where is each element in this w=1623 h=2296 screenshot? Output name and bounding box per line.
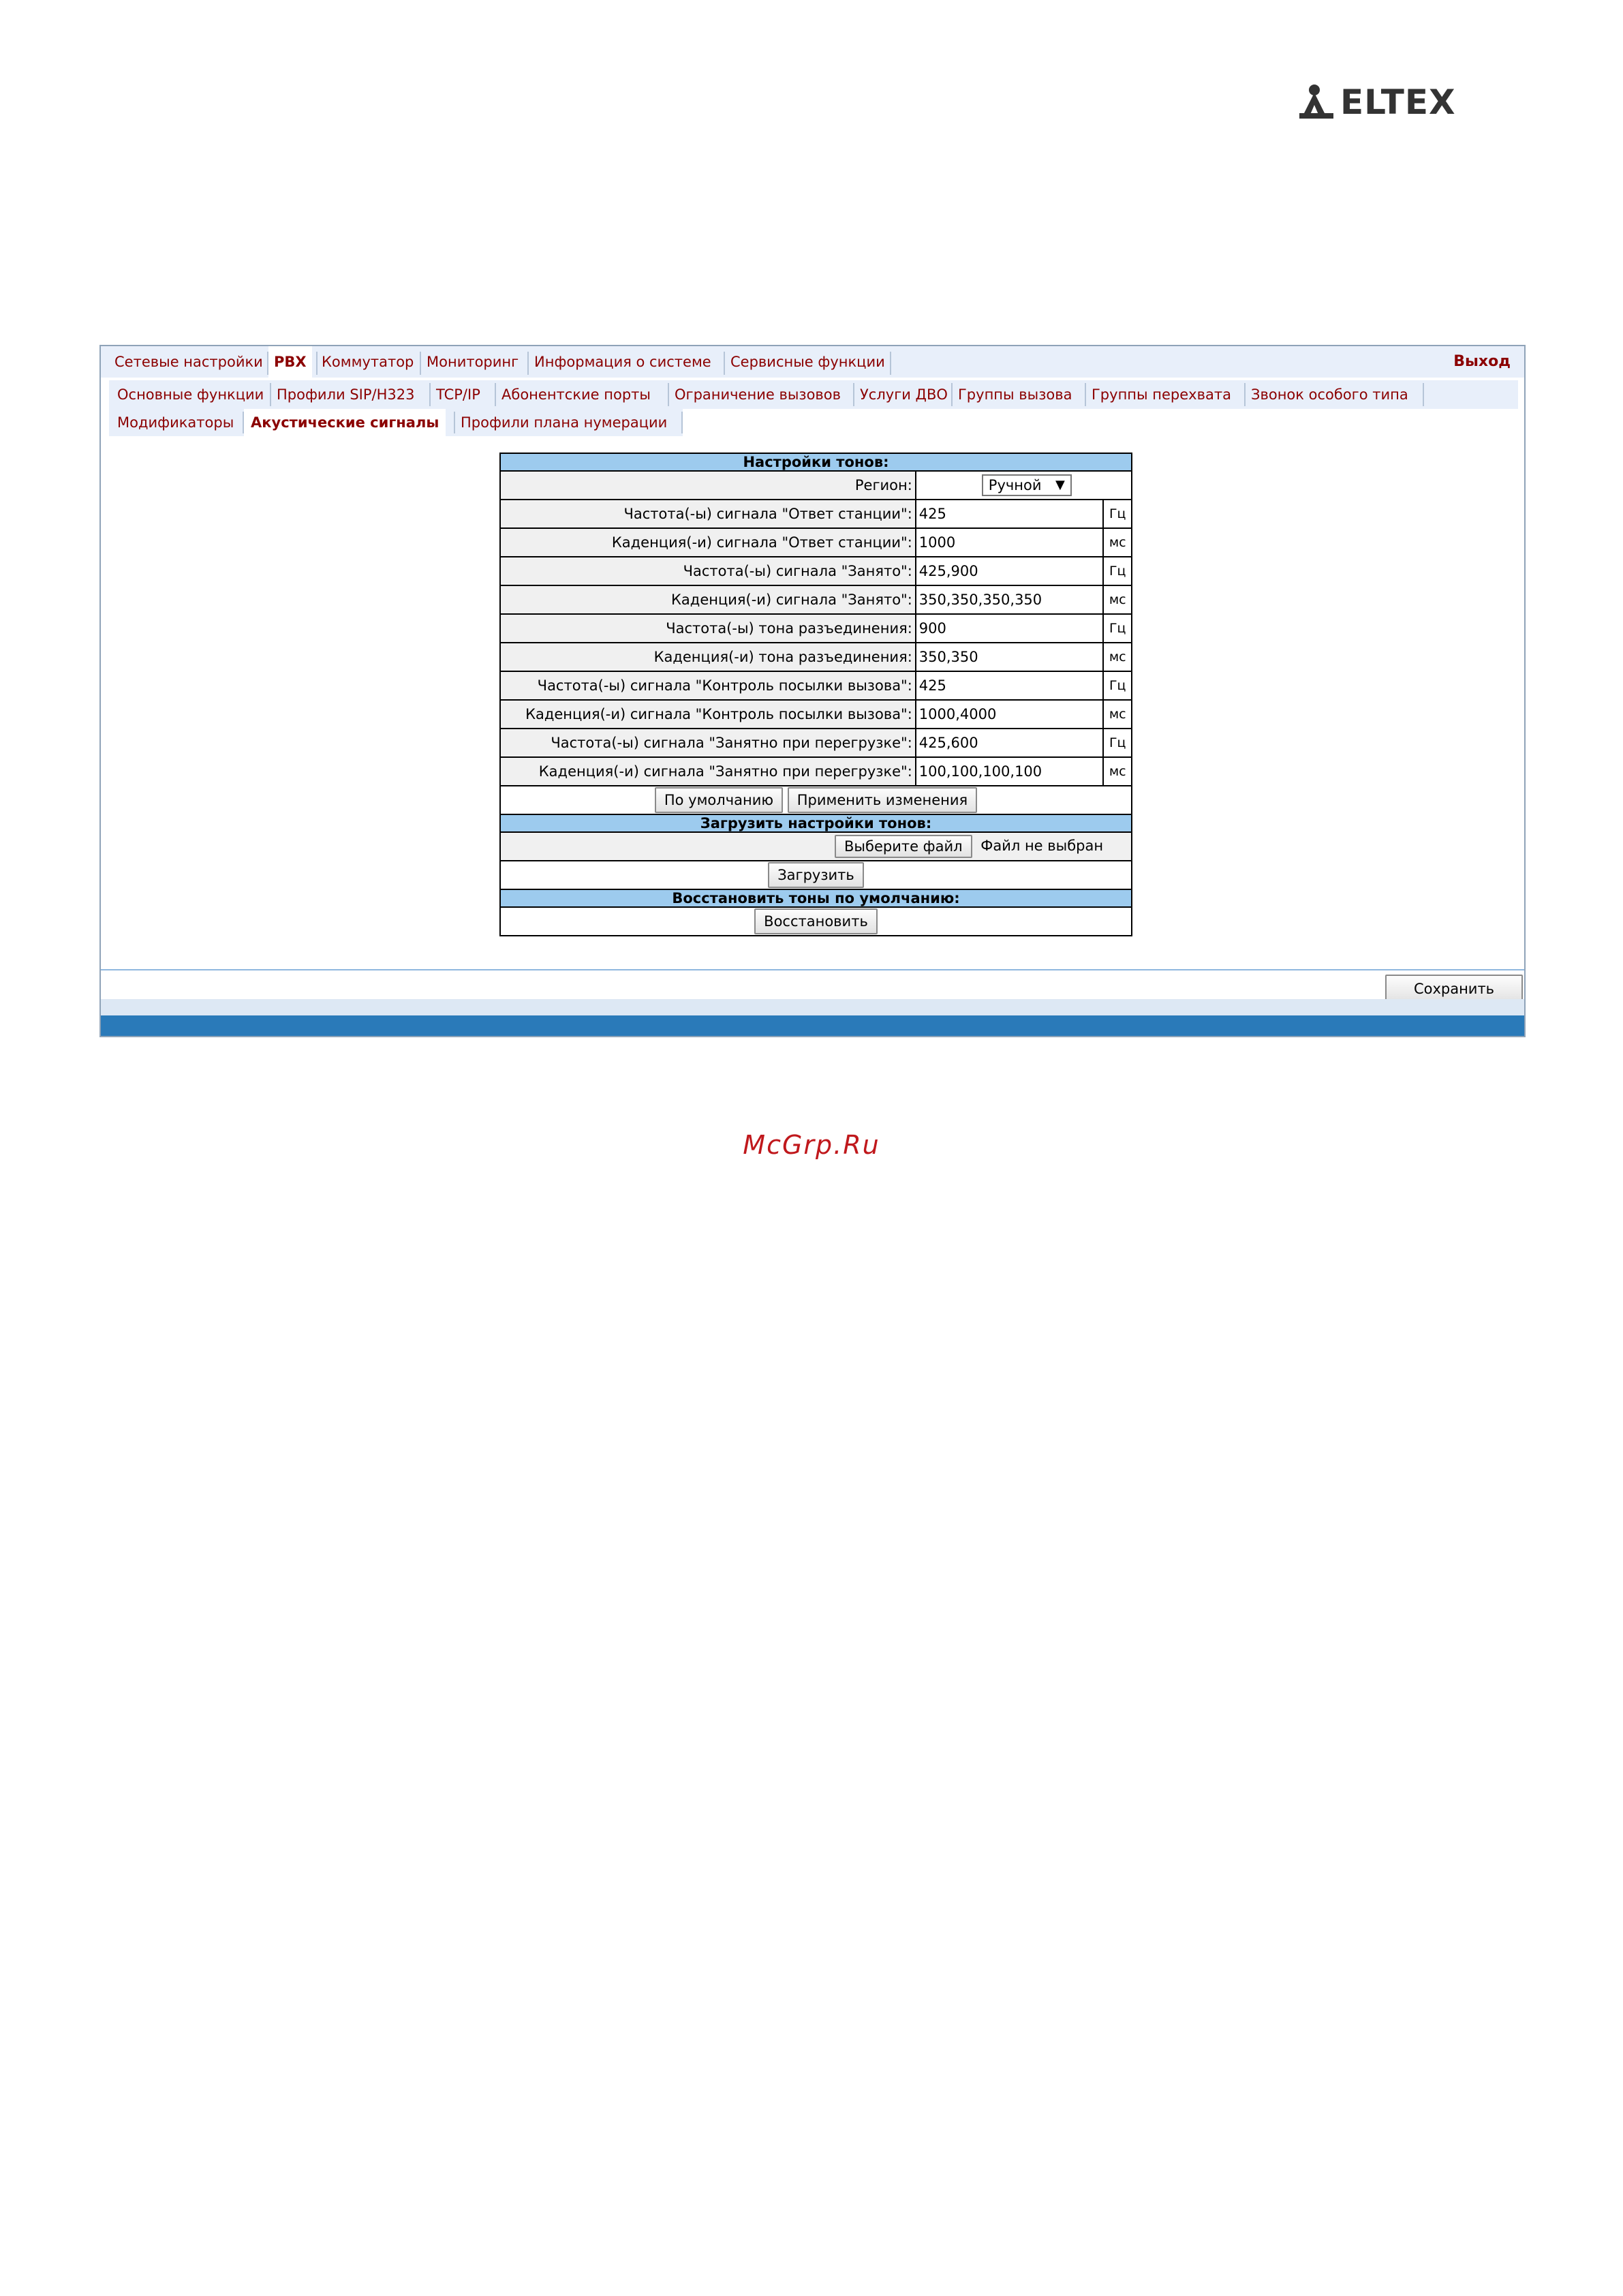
busy-frequency-input[interactable] [919,563,1096,579]
dial-tone-cadence-input[interactable] [919,534,1096,551]
unit-label: мс [1103,585,1132,614]
tone-settings-table [499,453,1132,936]
tab-switch[interactable]: Коммутатор [322,354,414,370]
tab-monitoring[interactable]: Мониторинг [427,354,519,370]
unit-label: Гц [1103,614,1132,643]
tab-pbx[interactable]: PBX [268,346,312,378]
tone-settings-header: Настройки тонов: [500,453,1132,471]
subtab-acoustic-signals[interactable]: Акустические сигналы [244,409,446,436]
upload-header: Загрузить настройки тонов: [500,814,1132,832]
row-label: Частота(-ы) сигнала "Занятно при перегрузке": [500,729,916,757]
row-label: Частота(-ы) тона разъединения: [500,614,916,643]
save-button[interactable]: Сохранить [1385,975,1523,1003]
row-label: Частота(-ы) сигнала "Ответ станции": [500,500,916,528]
row-label: Частота(-ы) сигнала "Занято": [500,557,916,585]
subtab-dialplan-profiles[interactable]: Профили плана нумерации [461,414,668,431]
logo-text: ELTEX [1340,82,1456,122]
eltex-logo-icon [1298,83,1336,121]
row-label: Каденция(-и) тона разъединения: [500,643,916,671]
choose-file-button[interactable]: Выберите файл [835,835,972,858]
tab-service-functions[interactable]: Сервисные функции [730,354,885,370]
restore-button[interactable]: Восстановить [754,908,878,934]
dropdown-arrow-icon: ▼ [1055,478,1065,492]
unit-label: Гц [1103,500,1132,528]
footer-stripe [101,1015,1524,1037]
subtab-tcp-ip[interactable]: TCP/IP [436,386,480,403]
default-button[interactable]: По умолчанию [655,787,783,813]
subtab-pickup-groups[interactable]: Группы перехвата [1092,386,1231,403]
unit-label: мс [1103,643,1132,671]
disconnect-frequency-input[interactable] [919,620,1096,637]
restore-header: Восстановить тоны по умолчанию: [500,889,1132,907]
tab-network-settings[interactable]: Сетевые настройки [114,354,263,370]
pbx-submenu [109,380,1518,409]
row-label: Каденция(-и) сигнала "Ответ станции": [500,528,916,557]
apply-changes-button[interactable]: Применить изменения [788,787,977,813]
region-select[interactable] [982,474,1072,496]
pbx-submenu-row2 [109,409,1518,436]
tab-system-info[interactable]: Информация о системе [534,354,711,370]
no-file-chosen-text: Файл не выбран [980,838,1104,854]
dial-tone-frequency-input[interactable] [919,506,1096,522]
bottom-bar [101,970,1524,1037]
ringback-cadence-input[interactable] [919,706,1096,722]
busy-cadence-input[interactable] [919,592,1096,608]
ringback-frequency-input[interactable] [919,677,1096,694]
region-select-value: Ручной [988,477,1042,493]
unit-label: Гц [1103,671,1132,700]
unit-label: Гц [1103,557,1132,585]
disconnect-cadence-input[interactable] [919,649,1096,665]
subtab-call-restrictions[interactable]: Ограничение вызовов [675,386,841,403]
watermark: McGrp.Ru [743,1130,880,1160]
congestion-frequency-input[interactable] [919,735,1096,751]
subtab-basic-functions[interactable]: Основные функции [117,386,264,403]
unit-label: мс [1103,757,1132,786]
unit-label: мс [1103,700,1132,729]
pbx-web-ui [99,345,1526,1037]
region-label: Регион: [500,471,916,500]
eltex-logo [1298,82,1456,123]
unit-label: Гц [1103,729,1132,757]
row-label: Частота(-ы) сигнала "Контроль посылки вызова": [500,671,916,700]
top-menu [101,346,1524,378]
subtab-call-groups[interactable]: Группы вызова [958,386,1072,403]
unit-label: мс [1103,528,1132,557]
congestion-cadence-input[interactable] [919,763,1096,780]
footer-light-band [101,999,1524,1015]
subtab-modifiers[interactable]: Модификаторы [117,414,234,431]
row-label: Каденция(-и) сигнала "Занятно при перегрузке": [500,757,916,786]
subtab-subscriber-ports[interactable]: Абонентские порты [501,386,651,403]
row-label: Каденция(-и) сигнала "Контроль посылки вызова": [500,700,916,729]
subtab-sip-profiles[interactable]: Профили SIP/H323 [277,386,415,403]
exit-link[interactable]: Выход [1453,353,1511,370]
row-label: Каденция(-и) сигнала "Занято": [500,585,916,614]
upload-button[interactable]: Загрузить [768,862,864,888]
subtab-supplementary-services[interactable]: Услуги ДВО [860,386,948,403]
subtab-special-call[interactable]: Звонок особого типа [1251,386,1408,403]
